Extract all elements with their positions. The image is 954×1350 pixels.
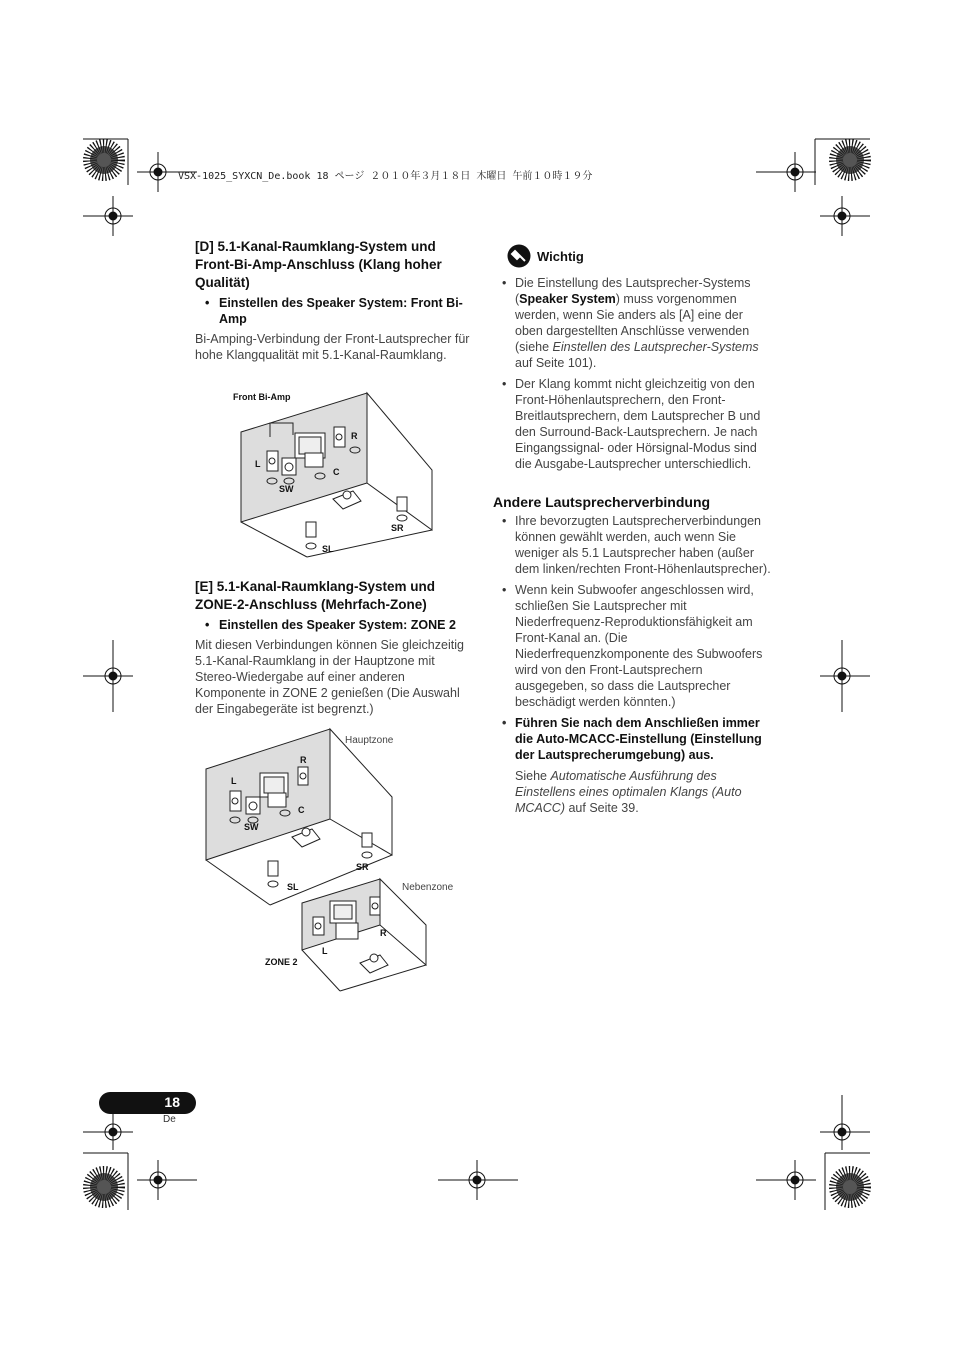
section-e-setting-text: Einstellen des Speaker System: ZONE 2 xyxy=(219,618,456,632)
section-d-title: [D] 5.1-Kanal-Raumklang-System und Front-Bi-Amp-Anschluss (Klang hoher Qualität) xyxy=(195,239,442,290)
section-e-title: [E] 5.1-Kanal-Raumklang-System und ZONE-2-Anschluss (Mehrfach-Zone) xyxy=(195,579,436,612)
label-main-sr: SR xyxy=(356,862,369,872)
section-e-body: Mit diesen Verbindungen können Sie gleichzeitig 5.1-Kanal-Raumklang in der Hauptzone mit Stereo-Wiedergabe auf einer anderen Komponente in ZONE 2 genießen (Die Auswahl der Eingabegeräte ist begrenzt.) xyxy=(195,638,464,716)
rosette-br xyxy=(836,1173,864,1201)
label-hauptzone: Hauptzone xyxy=(345,735,394,746)
label-zone2-r: R xyxy=(380,928,387,938)
andere-item-1: • Ihre bevorzugten Lautsprecherverbindungen können gewählt werden, auch wenn Sie weniger als 5.1 Lautsprecher haben (außer dem linken/rechten Front-Höhenlautsprecher). xyxy=(493,513,773,577)
label-main-r: R xyxy=(300,755,307,765)
section-e xyxy=(195,578,473,717)
andere-see-reference: Siehe Automatische Ausführung des Einstellens eines optimalen Klangs (Auto MCACC) auf Seite 39. xyxy=(515,769,742,815)
label-l: L xyxy=(255,459,261,469)
rosette-tl xyxy=(90,146,118,174)
wichtig-item-1: • Die Einstellung des Lautsprecher-Systems (Speaker System) muss vorgenommen werden, wenn Sie anders als [A] eine der oben dargestellten Anschlüsse verwenden (siehe Einstellen des Lautsprecher-Systems auf Seite 101). xyxy=(493,275,773,371)
crosshair-mr xyxy=(820,196,870,236)
wichtig-header xyxy=(507,244,773,268)
print-file-header: VSX-1025_SYXCN_De.book 18 ページ ２０１０年３月１８日 木曜日 午前１０時１９分 xyxy=(178,171,593,182)
page-number: 18 xyxy=(164,1094,180,1110)
label-zone2: ZONE 2 xyxy=(265,957,298,967)
crosshair-ml xyxy=(83,196,133,236)
page-language: De xyxy=(163,1114,176,1125)
andere-section xyxy=(493,493,773,816)
andere-item-2: • Wenn kein Subwoofer angeschlossen wird, schließen Sie Lautsprecher mit Niederfrequenz-Reproduktionsfähigkeit am Front-Kanal an. (Die Niederfrequenzkomponente des Subwoofers wird von den Front-Lautsprechern ausgegeben, so dass die Lautsprecher beschädigt werden könnten.) xyxy=(493,582,773,710)
crosshair-bottom-2 xyxy=(438,1160,518,1200)
rosette-bl xyxy=(90,1173,118,1201)
andere-item-3: • Führen Sie nach dem Anschließen immer die Auto-MCACC-Einstellung (Einstellung der Lautsprecherumgebung) aus. xyxy=(493,715,773,763)
label-nebenzone: Nebenzone xyxy=(402,882,454,893)
label-sl: SL xyxy=(322,544,334,554)
diagram-zone2 xyxy=(200,725,470,997)
section-d-setting: • Einstellen des Speaker System: Front Bi-Amp xyxy=(205,296,463,326)
label-c: C xyxy=(333,467,340,477)
label-main-c: C xyxy=(298,805,305,815)
crosshair-left-mid xyxy=(83,640,133,712)
wichtig-item-2: • Der Klang kommt nicht gleichzeitig von den Front-Höhenlautsprechern, den Front-Breitlautsprechern, dem Lautsprecher B und den Surround-Back-Lautsprechern. Je nach Eingangssignal- oder Hörsignal-Modus sind die Ausgabe-Lautsprecher unterschiedlich. xyxy=(493,376,773,472)
crosshair-bottom-3 xyxy=(756,1160,816,1200)
section-d-setting-text: Einstellen des Speaker System: Front Bi-Amp xyxy=(219,296,463,326)
rosette-tr xyxy=(836,146,864,174)
label-r: R xyxy=(351,431,358,441)
page-number-tab xyxy=(99,1092,196,1114)
andere-list xyxy=(493,513,773,763)
label-front-bi-amp: Front Bi-Amp xyxy=(233,392,291,402)
label-main-sw: SW xyxy=(244,822,259,832)
label-sr: SR xyxy=(391,523,404,533)
label-main-sl: SL xyxy=(287,882,299,892)
crosshair-tr xyxy=(756,152,816,192)
crosshair-bottom-1 xyxy=(137,1160,197,1200)
label-main-l: L xyxy=(231,776,237,786)
section-d xyxy=(195,238,473,363)
important-icon xyxy=(507,244,531,268)
crosshair-right-mid xyxy=(820,640,870,712)
section-d-body: Bi-Amping-Verbindung der Front-Lautsprecher für hohe Klangqualität mit 5.1-Kanal-Raumklang. xyxy=(195,332,470,362)
wichtig-box xyxy=(493,244,773,477)
wichtig-list xyxy=(493,275,773,472)
crosshair-br xyxy=(820,1095,870,1150)
diagram-5-1-bi-amp xyxy=(225,385,440,560)
label-zone2-l: L xyxy=(322,946,328,956)
label-sw: SW xyxy=(279,484,294,494)
andere-heading: Andere Lautsprecherverbindung xyxy=(493,494,711,510)
section-e-setting: • Einstellen des Speaker System: ZONE 2 xyxy=(205,618,456,632)
wichtig-heading: Wichtig xyxy=(537,248,584,264)
